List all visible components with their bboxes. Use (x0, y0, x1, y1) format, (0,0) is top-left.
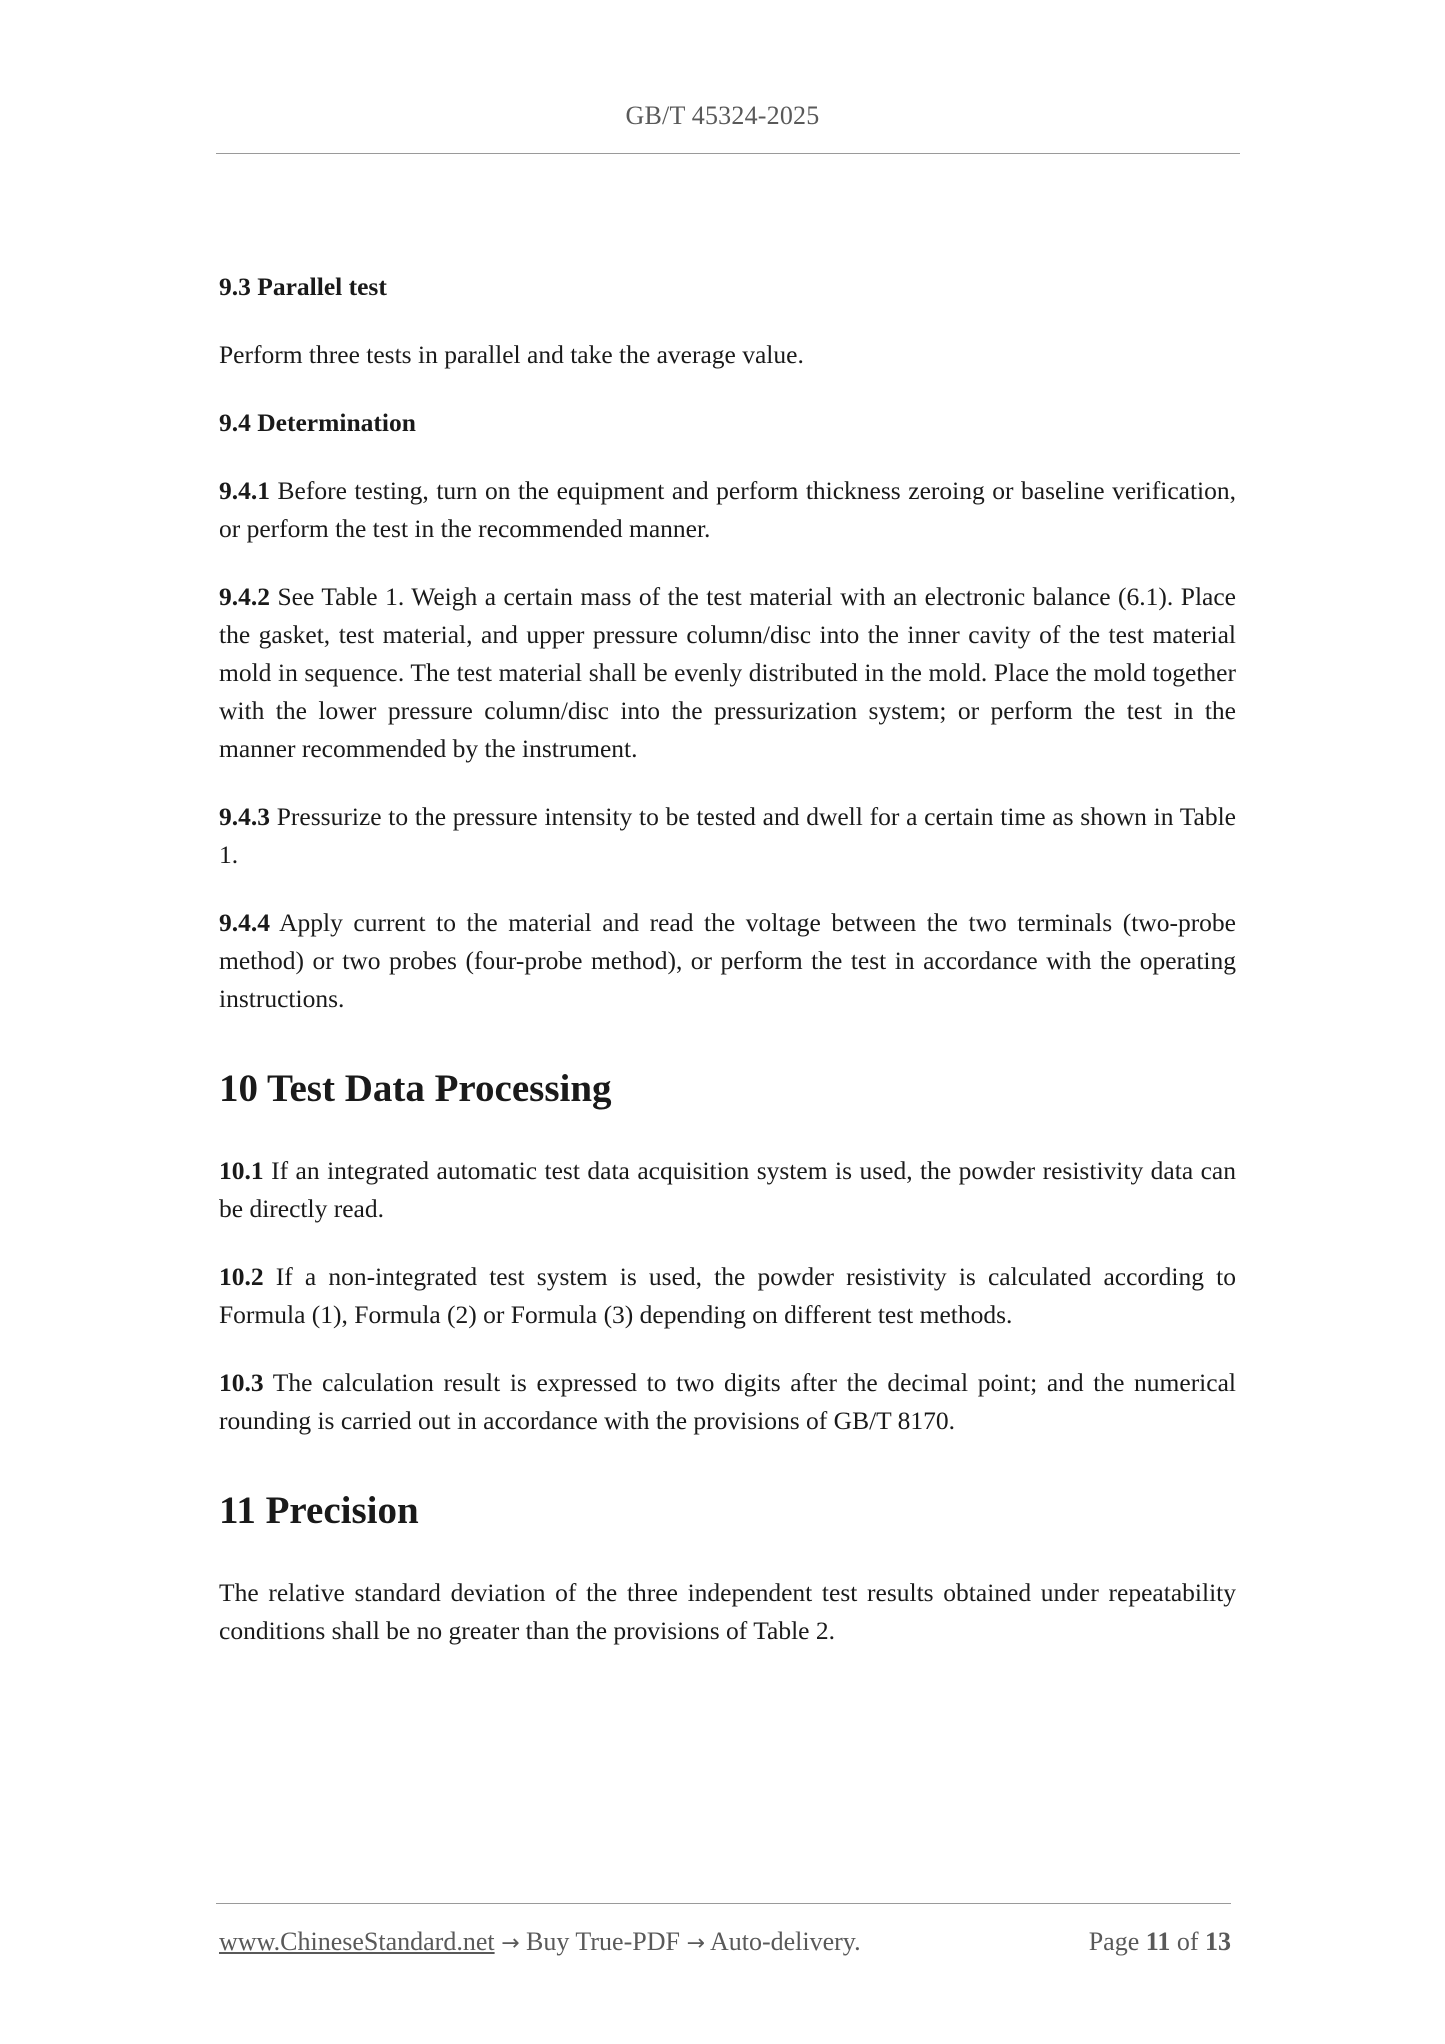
page-indicator (1089, 1924, 1231, 1960)
page-word: Page (1088, 1927, 1140, 1956)
clause-9-4-1 (219, 472, 1236, 548)
clause-number: 9.4.1 (219, 476, 270, 505)
paragraph-11: The relative standard deviation of the three independent test results obtained under repeatability conditions shall be no greater than the provisions of Table 2. (219, 1578, 1236, 1645)
clause-9-4-4 (219, 904, 1236, 1018)
heading-section-10: 10 Test Data Processing (219, 1067, 612, 1110)
clause-text: See Table 1. Weigh a certain mass of the test material with an electronic balance (6.1). Place the gasket, test material, and upper pressure column/disc into the inner cavity of the test material mold in sequence. The test material shall be evenly distributed in the mold. Place the mold together with the lower pressure column/disc into the pressurization system; or perform the test in the manner recommended by the instrument. (219, 582, 1236, 763)
clause-number: 10.3 (219, 1368, 264, 1397)
footer-divider (216, 1903, 1231, 1904)
running-header: GB/T 45324-2025 (625, 101, 820, 130)
clause-9-4-3 (219, 798, 1236, 874)
page-content (219, 268, 1236, 1680)
clause-10-1 (219, 1152, 1236, 1228)
clause-10-3 (219, 1364, 1236, 1440)
clause-9-4-2 (219, 578, 1236, 768)
footer-promo (219, 1924, 861, 1962)
current-page-number: 11 (1145, 1927, 1171, 1956)
heading-9-4: 9.4 Determination (219, 408, 416, 437)
buy-true-pdf-text: Buy True-PDF (519, 1927, 687, 1956)
clause-number: 9.4.2 (219, 582, 270, 611)
auto-delivery-text: Auto-delivery. (704, 1927, 861, 1956)
of-word: of (1176, 1927, 1199, 1956)
clause-number: 10.1 (219, 1156, 264, 1185)
heading-section-11: 11 Precision (219, 1489, 419, 1532)
clause-10-2 (219, 1258, 1236, 1334)
clause-text: If a non-integrated test system is used, the powder resistivity is calculated according to Formula (1), Formula (2) or Formula (3) depending on different test methods. (219, 1262, 1236, 1329)
site-link[interactable]: www.ChineseStandard.net (219, 1927, 495, 1956)
clause-number: 9.4.4 (219, 908, 270, 937)
header-divider (216, 153, 1240, 154)
clause-number: 10.2 (219, 1262, 264, 1291)
clause-number: 9.4.3 (219, 802, 270, 831)
arrow-right-icon: → (501, 1931, 520, 1956)
clause-text: Apply current to the material and read the voltage between the two terminals (two-probe method) or two probes (four-probe method), or perform the test in accordance with the operating instructions. (219, 908, 1236, 1013)
clause-text: Before testing, turn on the equipment and perform thickness zeroing or baseline verification, or perform the test in the recommended manner. (219, 476, 1236, 543)
clause-text: Pressurize to the pressure intensity to be tested and dwell for a certain time as shown in Table 1. (219, 802, 1236, 869)
paragraph-9-3: Perform three tests in parallel and take the average value. (219, 340, 804, 369)
arrow-right-icon: → (686, 1931, 705, 1956)
total-page-count: 13 (1205, 1927, 1231, 1956)
clause-text: If an integrated automatic test data acquisition system is used, the powder resistivity data can be directly read. (219, 1156, 1236, 1223)
clause-text: The calculation result is expressed to two digits after the decimal point; and the numerical rounding is carried out in accordance with the provisions of GB/T 8170. (219, 1368, 1236, 1435)
heading-9-3: 9.3 Parallel test (219, 272, 387, 301)
